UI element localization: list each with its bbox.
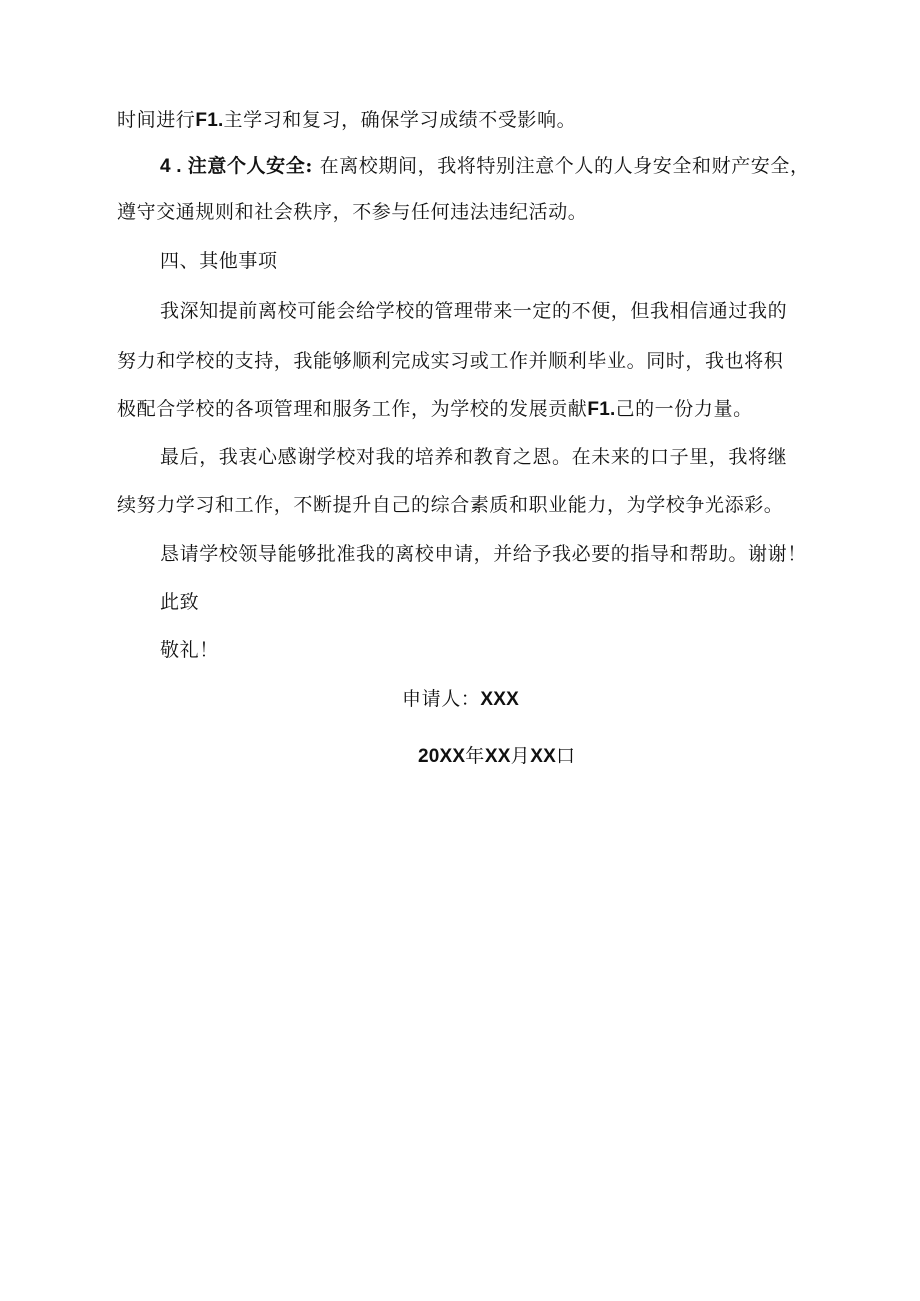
para3-line	[160, 540, 807, 568]
para1-text: 努力和学校的支持，我能够顺利完成实习或工作并顺利毕业。同时，我也将积	[117, 350, 784, 372]
para2-text: 最后，我衷心感谢学校对我的培养和教育之恩。在未来的口子里，我将继	[160, 446, 788, 468]
item-4-line	[160, 152, 810, 181]
para3-text: 恳请学校领导能够批准我的离校申请，并给予我必要的指导和帮助。谢谢！	[160, 543, 807, 565]
para1-text: 我深知提前离校可能会给学校的管理带来一定的不便，但我相信通过我的	[160, 300, 788, 322]
date-month-unit: 月	[510, 745, 531, 767]
signature-label: 申请人：	[402, 688, 481, 710]
item-4-line-2	[117, 198, 587, 226]
signature-name: XXX	[480, 689, 520, 710]
para1-text: 己的一份力量。	[615, 398, 753, 420]
date-day-unit: 口	[556, 745, 576, 767]
closing-ci-zhi	[160, 588, 199, 616]
ocr-artifact-text: F1.	[195, 110, 224, 131]
body-line-study	[117, 106, 576, 135]
para1-line1	[160, 297, 787, 325]
para2-line1	[160, 443, 787, 471]
item-4-number: 4	[160, 156, 171, 177]
para1-text: 极配合学校的各项管理和服务工作，为学校的发展贡献	[117, 398, 588, 420]
closing-jing-li	[160, 636, 219, 664]
para1-line3	[117, 395, 753, 424]
item-4-title: 注意个人安全:	[187, 155, 313, 177]
date-day: XX	[530, 746, 556, 767]
section-heading-text: 四、其他事项	[160, 250, 278, 272]
item-4-dot: .	[170, 156, 182, 177]
date-year-unit: 年	[465, 745, 485, 767]
para2-line2	[117, 491, 783, 519]
item-4-text-cont: 遵守交通规则和社会秩序，不参与任何违法违纪活动。	[117, 201, 588, 223]
para2-text: 续努力学习和工作，不断提升自己的综合素质和职业能力，为学校争光添彩。	[117, 494, 784, 516]
date-month: XX	[484, 746, 511, 767]
closing-text: 此致	[160, 591, 200, 613]
text-segment: 主学习和复习，确保学习成绩不受影响。	[223, 109, 577, 131]
date-year: 20XX	[418, 746, 466, 767]
closing-text: 敬礼！	[160, 639, 219, 661]
text-segment: 时间进行	[117, 109, 196, 131]
section-heading-other	[160, 247, 278, 275]
para1-line2	[117, 347, 783, 375]
ocr-artifact-text: F1.	[587, 399, 616, 420]
item-4-text: 在离校期间，我将特别注意个人的人身安全和财产安全，	[312, 155, 810, 177]
signature-line	[402, 685, 519, 714]
date-line	[418, 742, 576, 771]
